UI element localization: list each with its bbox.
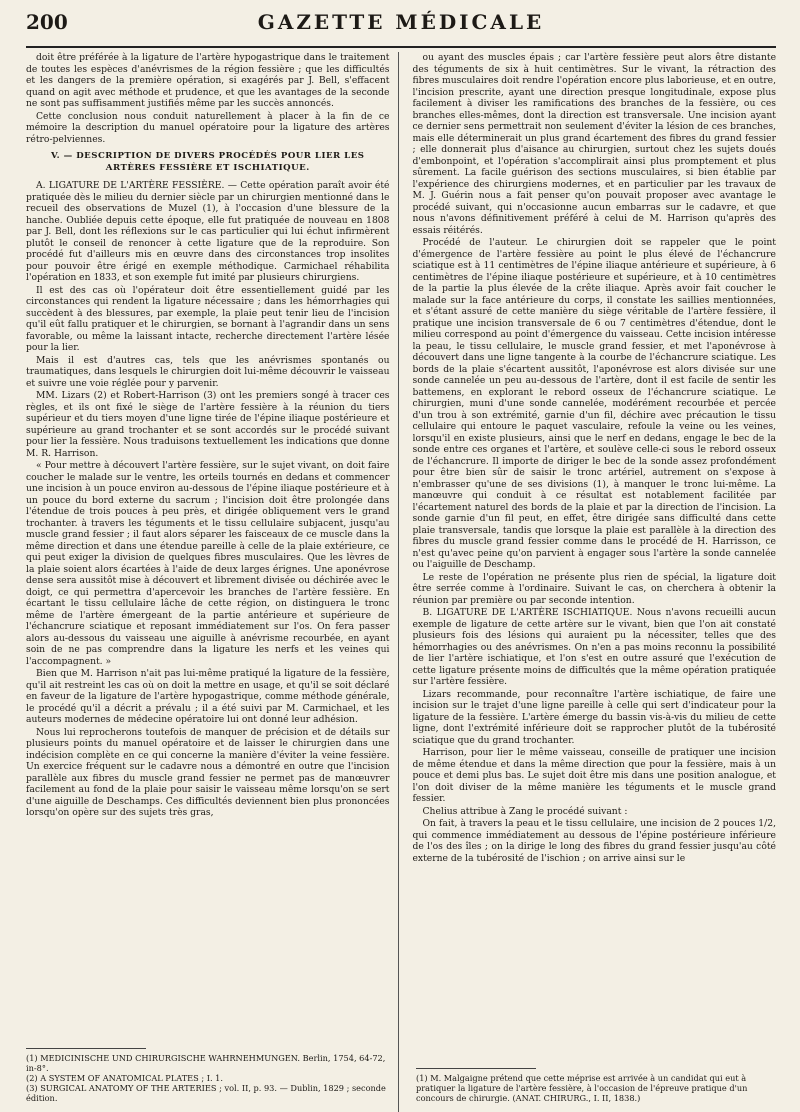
- page-header: [26, 10, 776, 48]
- section-heading: V. — DESCRIPTION DE DIVERS PROCÉDÉS POUR LIER LES ARTÈRES FESSIÈRE ET ISCHIATIQUE.: [51, 151, 365, 173]
- left-column: [26, 52, 399, 1112]
- paragraph: Procédé de l'auteur. Le chirurgien doit se rappeler que le point d'émergence de l'artère fessière au point le plus élevé de l'échancrure sciatique est à 11 centimètres de l'épine iliaque antérieure et supérieure, à 6 centimètres de l'épine iliaque postérieure et supérieure, et à 10 centimètres de la partie la plus élevée de la crête iliaque. Après avoir fait coucher le malade sur la face antérieure du corps, il constate les saillies mentionnées, et s'étant assuré de cette manière du siège véritable de l'artère fessière, il pratique une incision transversale de 6 ou 7 centimètres d'étendue, dont le milieu correspond au point d'émergence du vaisseau. Cette incision intéresse la peau, le tissu cellulaire, le muscle grand fessier, et met l'aponévrose à découvert dans une ligne tangente à la courbe de l'échancrure sciatique. Les bords de la plaie s'écartent aussitôt, l'aponévrose est alors divisée sur une sonde cannelée un peu au-dessous de l'artère, dont il est facile de sentir les battemens, en explorant le rebord osseux de l'échancrure sciatique. Le chirurgien, muni d'une sonde cannelée, modérément recourbée et percée d'un trou à son extrémité, garnie d'un fil, déchire avec précaution le tissu cellulaire qui entoure le paquet vasculaire, refoule la veine ou les veines, lorsqu'il en existe plusieurs, ainsi que le nerf en dedans, engage le bec de la sonde entre ces organes et l'artère, et soulève celle-ci sous le rebord osseux de l'échancrure. Il importe de diriger le bec de la sonde assez profondément pour être bien sûr de saisir le tronc artériel, autrement on s'expose à n'embrasser qu'une de ses divisions (1), à manquer le tronc lui-même. La manœuvre qui conduit à ce résultat est notablement facilitée par l'écartement naturel des bords de la plaie et par la direction de l'incision. La sonde garnie d'un fil peut, en effet, être dirigée sans difficulté dans cette plaie transversale, tandis que lorsque la plaie est parallèle à la direction des fibres du muscle grand fessier comme dans le procédé de H. Harrisson, ce n'est qu'avec peine qu'on parvient à engager sous l'artère la sonde cannelée ou l'aiguille de Deschamp.: [412, 237, 776, 570]
- paragraph: Bien que M. Harrison n'ait pas lui-même pratiqué la ligature de la fessière, qu'il ait restreint les cas où on doit la mettre en usage, et qu'il se soit déclaré en faveur de la ligature de l'artère hypogastrique, comme méthode générale, le procédé qu'il a décrit a prévalu ; il a été suivi par M. Carmichael, et les auteurs modernes de médecine opératoire lui ont donné leur adhésion.: [26, 668, 390, 725]
- paragraph: Nous lui reprocherons toutefois de manquer de précision et de détails sur plusieurs points du manuel opératoire et de laisser le chirurgien dans une indécision complète en ce qui concerne la manière d'éviter la veine fessière. Un exercice fréquent sur le cadavre nous a démontré en outre que l'incision parallèle aux fibres du muscle grand fessier ne permet pas de manœuvrer facilement au fond de la plaie pour saisir le vaisseau même lorsqu'on se sert d'une aiguille de Deschamps. Ces difficultés deviennent bien plus prononcées lorsqu'on opère sur des sujets très gras,: [26, 726, 390, 818]
- paragraph: Chelius attribue à Zang le procédé suivant :: [422, 805, 628, 817]
- paragraph: A. LIGATURE DE L'ARTÈRE FESSIÈRE. — Cette opération paraît avoir été pratiquée dès le milieu du dernier siècle par un chirurgien mentionné dans le recueil des observations de Muzel (1), à l'occasion d'une blessure de la hanche. Oubliée depuis cette époque, elle fut pratiquée de nouveau en 1808 par J. Bell, dont les réflexions sur le cas particulier qui lui échut infirmèrent plutôt le conseil de renoncer à cette ligature que de la reproduire. Son procédé fut d'ailleurs mis en œuvre dans des circonstances trop insolites pour pouvoir être érigé en exemple méthodique. Carmichael réhabilita l'opération en 1833, et son exemple fut imité par plusieurs chirurgiens.: [26, 180, 390, 283]
- footnote: (1) MEDICINISCHE UND CHIRURGISCHE WAHRNEHMUNGEN. Berlin, 1754, 64-72, in-8°.: [26, 1053, 386, 1073]
- paragraph: Il est des cas où l'opérateur doit être essentiellement guidé par les circonstances qui rendent la ligature nécessaire ; dans les hémorrhagies qui succèdent à des blessures, par exemple, la plaie peut tenir lieu de l'incision qu'il eût fallu pratiquer et le chirurgien, se bornant à l'agrandir dans un sens favorable, ou même la laissant intacte, recherche directement l'artère lésée pour la lier.: [26, 284, 390, 353]
- footnote: (3) SURGICAL ANATOMY OF THE ARTERIES ; vol. II, p. 93. — Dublin, 1829 ; seconde édition.: [26, 1083, 386, 1103]
- right-column: [413, 52, 777, 1112]
- right-footnotes: [416, 1062, 784, 1103]
- text-columns: [26, 52, 776, 1112]
- quoted-paragraph: « Pour mettre à découvert l'artère fessière, sur le sujet vivant, on doit faire coucher le malade sur le ventre, les orteils tournés en dedans et commencer une incision à un pouce environ au-dessous de l'épine iliaque postérieure et à un pouce du bord externe du sacrum ; l'incision doit être prolongée dans l'étendue de trois pouces à peu près, et dirigée obliquement vers le grand trochanter. à travers les téguments et le tissu cellulaire subjacent, jusqu'au muscle grand fessier ; il faut alors séparer les faisceaux de ce muscle dans la même direction et dans une étendue pareille à celle de la plaie extérieure, ce qui peut exiger la division de quelques fibres musculaires. Que les lèvres de la plaie soient alors écartées à l'aide de deux larges érignes. Une aponévrose dense sera aussitôt mise à découvert et librement divisée ou déchirée avec le doigt, ce qui permettra d'apercevoir les branches de l'artère fessière. En écartant le tissu cellulaire lâche de cette région, on distinguera le tronc même de l'artère émergeant de la partie antérieure et supérieure de l'échancrure sciatique et reposant immédiatement sur l'os. On fera passer alors au-dessous du vaisseau une aiguille à anévrisme recourbée, en ayant soin de ne pas comprendre dans la ligature les nerfs et les veines qui l'accompagnent. »: [26, 460, 390, 667]
- footnote-rule: [26, 1048, 146, 1049]
- footnote: (2) A SYSTEM OF ANATOMICAL PLATES ; I. 1.: [26, 1073, 223, 1083]
- journal-title: GAZETTE MÉDICALE: [257, 10, 545, 34]
- paragraph: Mais il est d'autres cas, tels que les anévrismes spontanés ou traumatiques, dans lesquels le chirurgien doit lui-même découvrir le vaisseau et suivre une voie réglée pour y parvenir.: [26, 354, 390, 389]
- page-number: 200: [26, 10, 68, 34]
- paragraph: MM. Lizars (2) et Robert-Harrison (3) ont les premiers songé à tracer ces règles, et ils ont fixé le siège de l'artère fessière à la réunion du tiers supérieur et du tiers moyen d'une ligne tirée de l'épine iliaque postérieure et supérieure au grand trochanter et se sont accordés sur le procédé suivant pour lier la fessière. Nous traduisons textuellement les indications que donne M. R. Harrison.: [26, 390, 390, 459]
- paragraph: doit être préférée à la ligature de l'artère hypogastrique dans le traitement de toutes les espèces d'anévrismes de la région fessière ; que les difficultés et les dangers de la première opération, si exagérés par J. Bell, s'effacent quand on agit avec méthode et prudence, et que les avantages de la seconde ne sont pas suffisamment justifiés même par les succès annoncés.: [26, 52, 390, 109]
- footnote: (1) M. Malgaigne prétend que cette méprise est arrivée à un candidat qui eut à pratiquer la ligature de l'artère fessière, à l'occasion de l'épreuve pratique d'un concours de chirurgie. (ANAT. CHIRURG., I. II, 1838.): [416, 1073, 748, 1103]
- paragraph: On fait, à travers la peau et le tissu cellulaire, une incision de 2 pouces 1/2, qui commence immédiatement au dessous de l'épine postérieure inférieure de l'os des îles ; on la dirige le long des fibres du grand fessier jusqu'au côté externe de la tubérosité de l'ischion ; on arrive ainsi sur le: [412, 818, 776, 864]
- paragraph: Le reste de l'opération ne présente plus rien de spécial, la ligature doit être serrée comme à l'ordinaire. Suivant le cas, on cherchera à obtenir la réunion par première ou par seconde intention.: [412, 571, 776, 606]
- paragraph: Harrison, pour lier le même vaisseau, conseille de pratiquer une incision de même étendue et dans la même direction que pour la fessière, mais à un pouce et demi plus bas. Le sujet doit être mis dans une position analogue, et l'on doit diviser de la même manière les téguments et le muscle grand fessier.: [412, 747, 776, 804]
- paragraph: Lizars recommande, pour reconnaître l'artère ischiatique, de faire une incision sur le trajet d'une ligne pareille à celle qui sert d'indicateur pour la ligature de la fessière. L'artère émerge du bassin vis-à-vis du milieu de cette ligne, dont l'extrémité inférieure doit se rapprocher plutôt de la tubérosité sciatique que du grand trochanter.: [412, 688, 776, 746]
- paragraph: B. LIGATURE DE L'ARTÈRE ISCHIATIQUE. Nous n'avons recueilli aucun exemple de ligature de cette artère sur le vivant, bien que l'on ait constaté plusieurs fois des lésions qui auraient pu la nécessiter, telles que des hémorrhagies ou des anévrismes. On n'en a pas moins reconnu la possibilité de lier l'artère ischiatique, et l'on s'est en outre assuré que l'exécution de cette ligature présente moins de difficultés que la même opération pratiquée sur l'artère fessière.: [412, 607, 776, 687]
- paragraph: ou ayant des muscles épais ; car l'artère fessière peut alors être distante des téguments de six à huit centimètres. Sur le vivant, la rétraction des fibres musculaires doit rendre l'opération encore plus laborieuse, et en outre, l'incision prescrite, ayant une direction presque longitudinale, expose plus facilement à diviser les ramifications des branches de la fessière, ou ces branches elles-mêmes, dont la direction est transversale. Une incision ayant ce dernier sens permettrait non seulement d'éviter la lésion de ces branches, mais elle déterminerait un plus grand écartement des fibres du grand fessier ; elle donnerait plus d'aisance au chirurgien, surtout chez les sujets doués d'embonpoint, et l'opération s'accomplirait ainsi plus promptement et plus sûrement. La facile guérison des sections musculaires, si bien établie par l'expérience des chirurgiens modernes, et en particulier par les travaux de M. J. Guérin nous a fait penser qu'on pouvait proposer avec avantage le procédé suivant, qui n'occasionne aucun embarras sur le cadavre, et que nous n'avons définitivement préféré à celui de M. Harrison qu'après des essais réitérés.: [412, 52, 776, 236]
- paragraph: Cette conclusion nous conduit naturellement à placer à la fin de ce mémoire la description du manuel opératoire pour la ligature des artères rétro-pelviennes.: [26, 110, 390, 145]
- left-footnotes: [26, 1042, 394, 1103]
- footnote-rule: [416, 1068, 536, 1069]
